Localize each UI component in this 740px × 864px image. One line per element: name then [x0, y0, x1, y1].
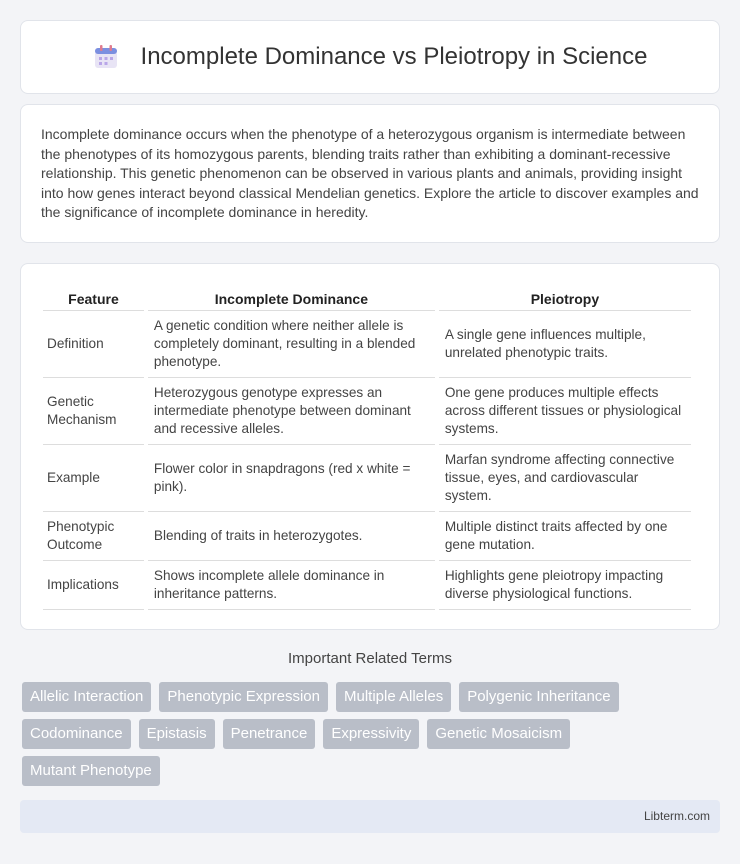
- comparison-table: [39, 284, 695, 610]
- table-cell: Definition: [43, 311, 144, 378]
- table-cell: Blending of traits in heterozygotes.: [148, 512, 435, 561]
- table-cell: One gene produces multiple effects across different tissues or physiological systems.: [439, 378, 691, 445]
- table-row: [43, 378, 691, 445]
- related-terms-title: Important Related Terms: [288, 650, 452, 667]
- term-tag[interactable]: Epistasis: [139, 719, 215, 749]
- column-header: Pleiotropy: [439, 284, 691, 311]
- column-header: Feature: [43, 284, 144, 311]
- table-cell: Phenotypic Outcome: [43, 512, 144, 561]
- table-cell: A single gene influences multiple, unrelated phenotypic traits.: [439, 311, 691, 378]
- table-cell: Heterozygous genotype expresses an intermediate phenotype between dominant and recessive alleles.: [148, 378, 435, 445]
- table-row: [43, 512, 691, 561]
- table-cell: Marfan syndrome affecting connective tissue, eyes, and cardiovascular system.: [439, 445, 691, 512]
- intro-text: Incomplete dominance occurs when the phenotype of a heterozygous organism is intermediate between the phenotypes of its homozygous parents, blending traits rather than exhibiting a dominant-recessive relationship. This genetic phenomenon can be observed in various plants and animals, providing insight into how genes interact beyond classical Mendelian genetics. Explore the article to discover examples and the significance of incomplete dominance in heredity.: [41, 126, 699, 220]
- table-cell: Flower color in snapdragons (red x white = pink).: [148, 445, 435, 512]
- table-row: [43, 561, 691, 610]
- page-title: Incomplete Dominance vs Pleiotropy in Science: [140, 43, 648, 70]
- table-cell: Shows incomplete allele dominance in inheritance patterns.: [148, 561, 435, 610]
- table-cell: Highlights gene pleiotropy impacting diverse physiological functions.: [439, 561, 691, 610]
- term-tag[interactable]: Penetrance: [223, 719, 316, 749]
- term-tag[interactable]: Expressivity: [323, 719, 419, 749]
- table-header-row: [43, 284, 691, 311]
- term-tag[interactable]: Multiple Alleles: [336, 682, 451, 712]
- intro-card: [20, 104, 720, 243]
- table-row: [43, 311, 691, 378]
- term-tag[interactable]: Genetic Mosaicism: [427, 719, 570, 749]
- table-cell: Implications: [43, 561, 144, 610]
- title-card: [20, 20, 720, 94]
- term-tag[interactable]: Codominance: [22, 719, 131, 749]
- table-cell: Example: [43, 445, 144, 512]
- related-terms-list: [22, 682, 722, 793]
- table-cell: A genetic condition where neither allele is completely dominant, resulting in a blended phenotype.: [148, 311, 435, 378]
- comparison-card: [20, 263, 720, 630]
- calendar-icon: [93, 44, 119, 70]
- table-cell: Genetic Mechanism: [43, 378, 144, 445]
- term-tag[interactable]: Polygenic Inheritance: [459, 682, 618, 712]
- term-tag[interactable]: Phenotypic Expression: [159, 682, 328, 712]
- footer-link[interactable]: Libterm.com: [20, 800, 720, 833]
- table-row: [43, 445, 691, 512]
- column-header: Incomplete Dominance: [148, 284, 435, 311]
- table-cell: Multiple distinct traits affected by one gene mutation.: [439, 512, 691, 561]
- term-tag[interactable]: Mutant Phenotype: [22, 756, 160, 786]
- term-tag[interactable]: Allelic Interaction: [22, 682, 151, 712]
